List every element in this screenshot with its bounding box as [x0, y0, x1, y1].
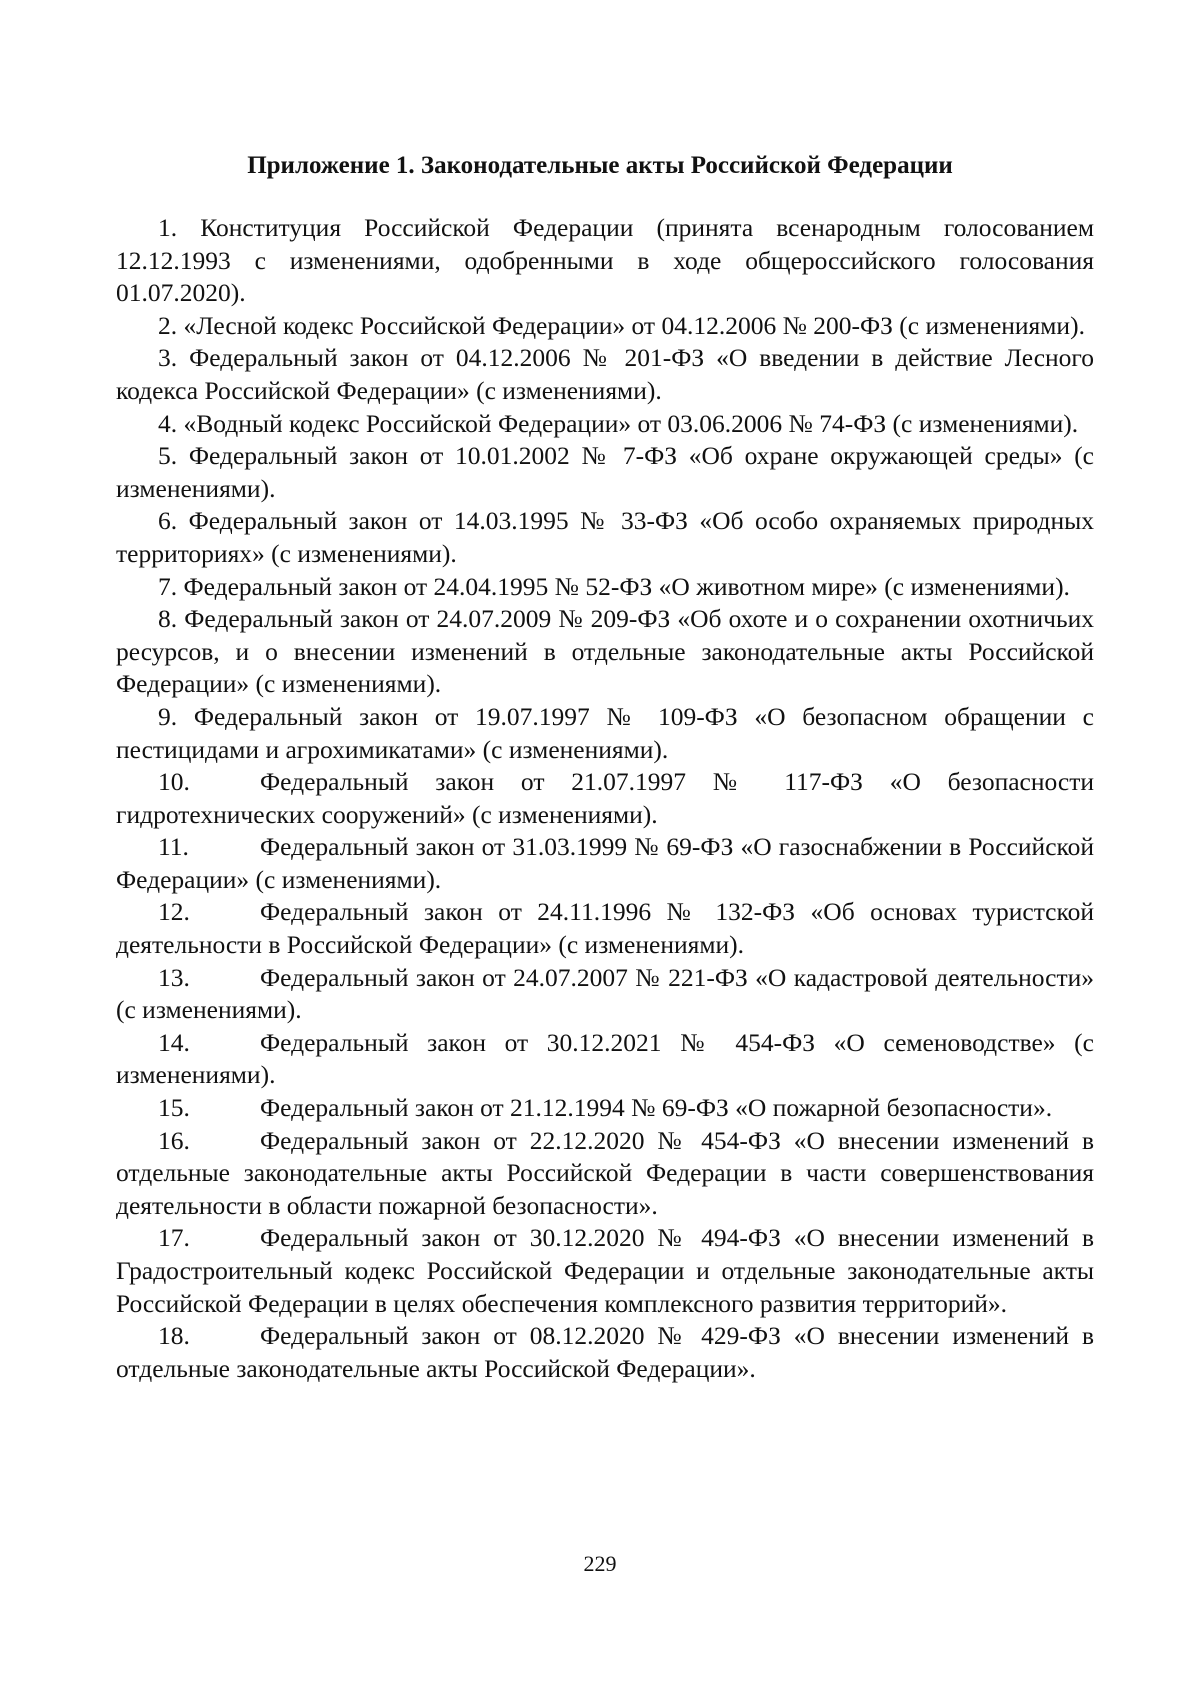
list-item: [116, 212, 1094, 310]
item-number: 13.: [158, 962, 190, 992]
item-text: Федеральный закон от 24.11.1996 № 132-ФЗ «Об основах туристской деятельности в Российской Федерации» (с изменениями).: [116, 897, 1094, 960]
item-text: Федеральный закон от 08.12.2020 № 429-ФЗ «О внесении изменений в отдельные законодательные акты Российской Федерации».: [116, 1321, 1094, 1383]
page-number: 229: [583, 1551, 617, 1576]
list-item: [116, 766, 1094, 831]
list-item: [116, 571, 1094, 604]
item-text: Федеральный закон от 30.12.2021 № 454-ФЗ «О семеноводстве» (с изменениями).: [116, 1027, 1094, 1090]
item-text: Федеральный закон от 24.07.2009 № 209-ФЗ «Об охоте и о сохранении охотничьих ресурсов, и о внесении изменений в отдельные законодательные акты Российской Федерации» (с изменениями).: [116, 604, 1095, 699]
item-number: 10.: [158, 767, 190, 797]
list-item: [116, 701, 1094, 766]
list-item: [116, 505, 1094, 570]
item-number: 4.: [158, 408, 178, 438]
list-item: [116, 1320, 1094, 1385]
item-number: 8.: [158, 604, 178, 634]
item-number: 15.: [158, 1093, 190, 1123]
item-text: Федеральный закон от 31.03.1999 № 69-ФЗ «О газоснабжении в Российской Федерации» (с изменениями).: [116, 832, 1094, 894]
item-number: 9.: [158, 701, 178, 731]
item-number: 2.: [158, 310, 178, 340]
item-text: Федеральный закон от 30.12.2020 № 494-ФЗ «О внесении изменений в Градостроительный кодекс Российской Федерации и отдельные законодательные акты Российской Федерации в целях обеспечения комплексного развития территорий».: [116, 1223, 1094, 1318]
laws-list: [116, 212, 1094, 1385]
item-text: Федеральный закон от 22.12.2020 № 454-ФЗ «О внесении изменений в отдельные законодательные акты Российской Федерации в части совершенствования деятельности в области пожарной безопасности».: [116, 1125, 1094, 1220]
item-text: «Лесной кодекс Российской Федерации» от 04.12.2006 № 200-ФЗ (с изменениями).: [183, 310, 1085, 340]
page-title: Приложение 1. Законодательные акты Российской Федерации: [247, 152, 953, 179]
item-text: Конституция Российской Федерации (принята всенародным голосованием 12.12.1993 с изменениями, одобренными в ходе общероссийского голосования 01.07.2020).: [116, 213, 1095, 308]
list-item: [116, 1092, 1094, 1125]
item-number: 6.: [158, 506, 178, 536]
list-item: [116, 962, 1094, 1027]
item-number: 3.: [158, 343, 178, 373]
item-number: 7.: [158, 571, 178, 601]
item-text: Федеральный закон от 24.07.2007 № 221-ФЗ «О кадастровой деятельности» (с изменениями).: [116, 962, 1094, 1025]
list-item: [116, 896, 1094, 961]
item-text: Федеральный закон от 24.04.1995 № 52-ФЗ «О животном мире» (с изменениями).: [183, 571, 1070, 601]
item-number: 11.: [158, 832, 189, 862]
item-number: 17.: [158, 1223, 190, 1253]
list-item: [116, 1222, 1094, 1320]
list-item: [116, 440, 1094, 505]
item-number: 12.: [158, 897, 190, 927]
item-text: Федеральный закон от 14.03.1995 № 33-ФЗ «Об особо охраняемых природных территориях» (с изменениями).: [116, 506, 1095, 568]
item-number: 5.: [158, 441, 178, 471]
item-number: 16.: [158, 1125, 190, 1155]
item-text: Федеральный закон от 21.12.1994 № 69-ФЗ «О пожарной безопасности».: [260, 1093, 1053, 1123]
list-item: [116, 1027, 1094, 1092]
list-item: [116, 1125, 1094, 1223]
item-text: Федеральный закон от 10.01.2002 № 7-ФЗ «Об охране окружающей среды» (с изменениями).: [116, 441, 1095, 503]
list-item: [116, 342, 1094, 407]
item-text: Федеральный закон от 04.12.2006 № 201-ФЗ «О введении в действие Лесного кодекса Российской Федерации» (с изменениями).: [116, 343, 1095, 405]
item-number: 1.: [158, 213, 178, 242]
list-item: [116, 603, 1094, 701]
item-text: Федеральный закон от 21.07.1997 № 117-ФЗ «О безопасности гидротехнических сооружений» (с изменениями).: [116, 767, 1094, 829]
item-number: 14.: [158, 1027, 190, 1057]
item-text: Федеральный закон от 19.07.1997 № 109-ФЗ «О безопасном обращении с пестицидами и агрохимикатами» (с изменениями).: [116, 701, 1095, 764]
list-item: [116, 310, 1094, 343]
item-number: 18.: [158, 1321, 190, 1351]
item-text: «Водный кодекс Российской Федерации» от 03.06.2006 № 74-ФЗ (с изменениями).: [183, 408, 1079, 438]
list-item: [116, 831, 1094, 896]
list-item: [116, 408, 1094, 441]
